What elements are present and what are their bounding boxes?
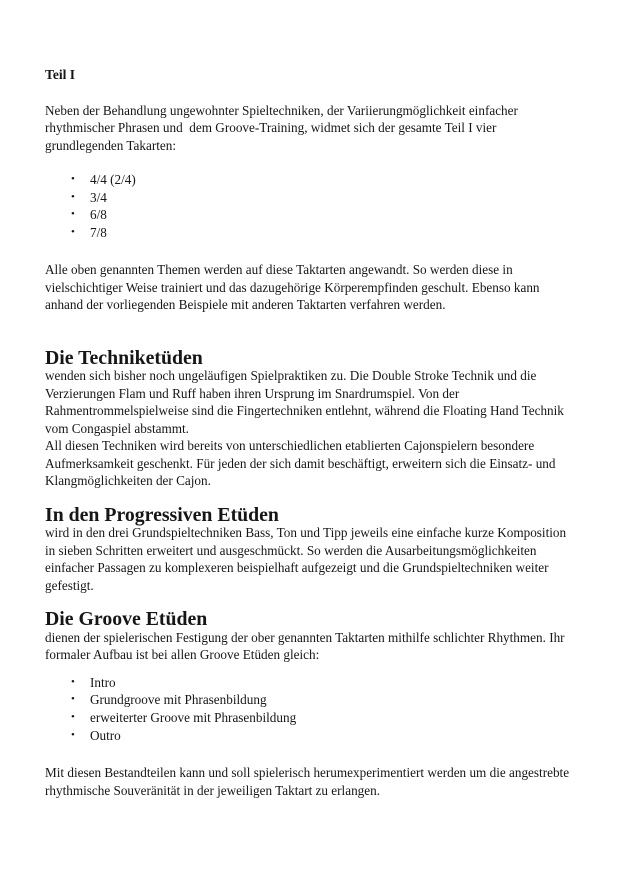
- taktart-list-item: • 4/4 (2/4): [45, 171, 578, 189]
- groove-structure-list: [45, 674, 578, 744]
- progressiv-paragraph: wird in den drei Grundspieltechniken Bass, Ton und Tipp jeweils eine einfache kurze Komposition in sieben Schritten erweitert und ausgeschmückt. So werden die Ausarbeitungsmöglichkeiten einfacher Passagen zu komplexeren beispielhaft aufgezeigt und die Grundspieltechniken weiter gefestigt.: [45, 525, 570, 593]
- taktarten-list: [45, 171, 578, 241]
- groove-paragraph: dienen der spielerischen Festigung der ober genannten Taktarten mithilfe schlichter Rhythmen. Ihr formaler Aufbau ist bei allen Groove Etüden gleich:: [45, 629, 568, 663]
- part-title: Teil I: [45, 67, 76, 82]
- taktart-list-item: • 3/4: [45, 189, 578, 207]
- technik-paragraph-1: wenden sich bisher noch ungeläufigen Spielpraktiken zu. Die Double Stroke Technik und die Verzierungen Flam und Ruff haben ihren Ursprung im Snardrumspiel. Von der Rahmentrommelspielweise sind die Fingertechniken entlehnt, während die Floating Hand Technik vom Congaspiel abstammt.: [45, 368, 568, 436]
- taktart-list-item: • 6/8: [45, 206, 578, 224]
- groove-structure-item: • Intro: [45, 674, 578, 692]
- taktart-list-item: • 7/8: [45, 224, 578, 242]
- closing-paragraph: Mit diesen Bestandteilen kann und soll spielerisch herumexperimentiert werden um die angestrebte rhythmische Souveränität in der jeweiligen Taktart zu erlangen.: [45, 765, 573, 798]
- groove-structure-item: • Outro: [45, 727, 578, 745]
- intro-paragraph: Neben der Behandlung ungewohnter Spieltechniken, der Variierungmöglichkeit einfacher rhythmischer Phrasen und dem Groove-Training, widmet sich der gesamte Teil I vier grundlegenden Takarten:: [45, 102, 522, 153]
- groove-structure-item: • erweiterter Groove mit Phrasenbildung: [45, 709, 578, 727]
- groove-structure-item: • Grundgroove mit Phrasenbildung: [45, 691, 578, 709]
- section-heading-progressive-etueden: In den Progressiven Etüden: [45, 503, 279, 526]
- section-heading-techniketueden: Die Techniketüden: [45, 346, 203, 369]
- technik-paragraph-2: All diesen Techniken wird bereits von unterschiedlichen etablierten Cajonspielern besondere Aufmerksamkeit geschenkt. Für jeden der sich damit beschäftigt, erweitern sich die Einsatz- und Klangmöglichkeiten der Cajon.: [45, 438, 559, 489]
- section-heading-groove-etueden: Die Groove Etüden: [45, 608, 208, 631]
- taktarten-note-paragraph: Alle oben genannten Themen werden auf diese Taktarten angewandt. So werden diese in vielschichtiger Weise trainiert und das dazugehörige Körperempfinden geschult. Ebenso kann anhand der vorliegenden Beispiele mit anderen Taktarten verfahren werden.: [45, 262, 543, 313]
